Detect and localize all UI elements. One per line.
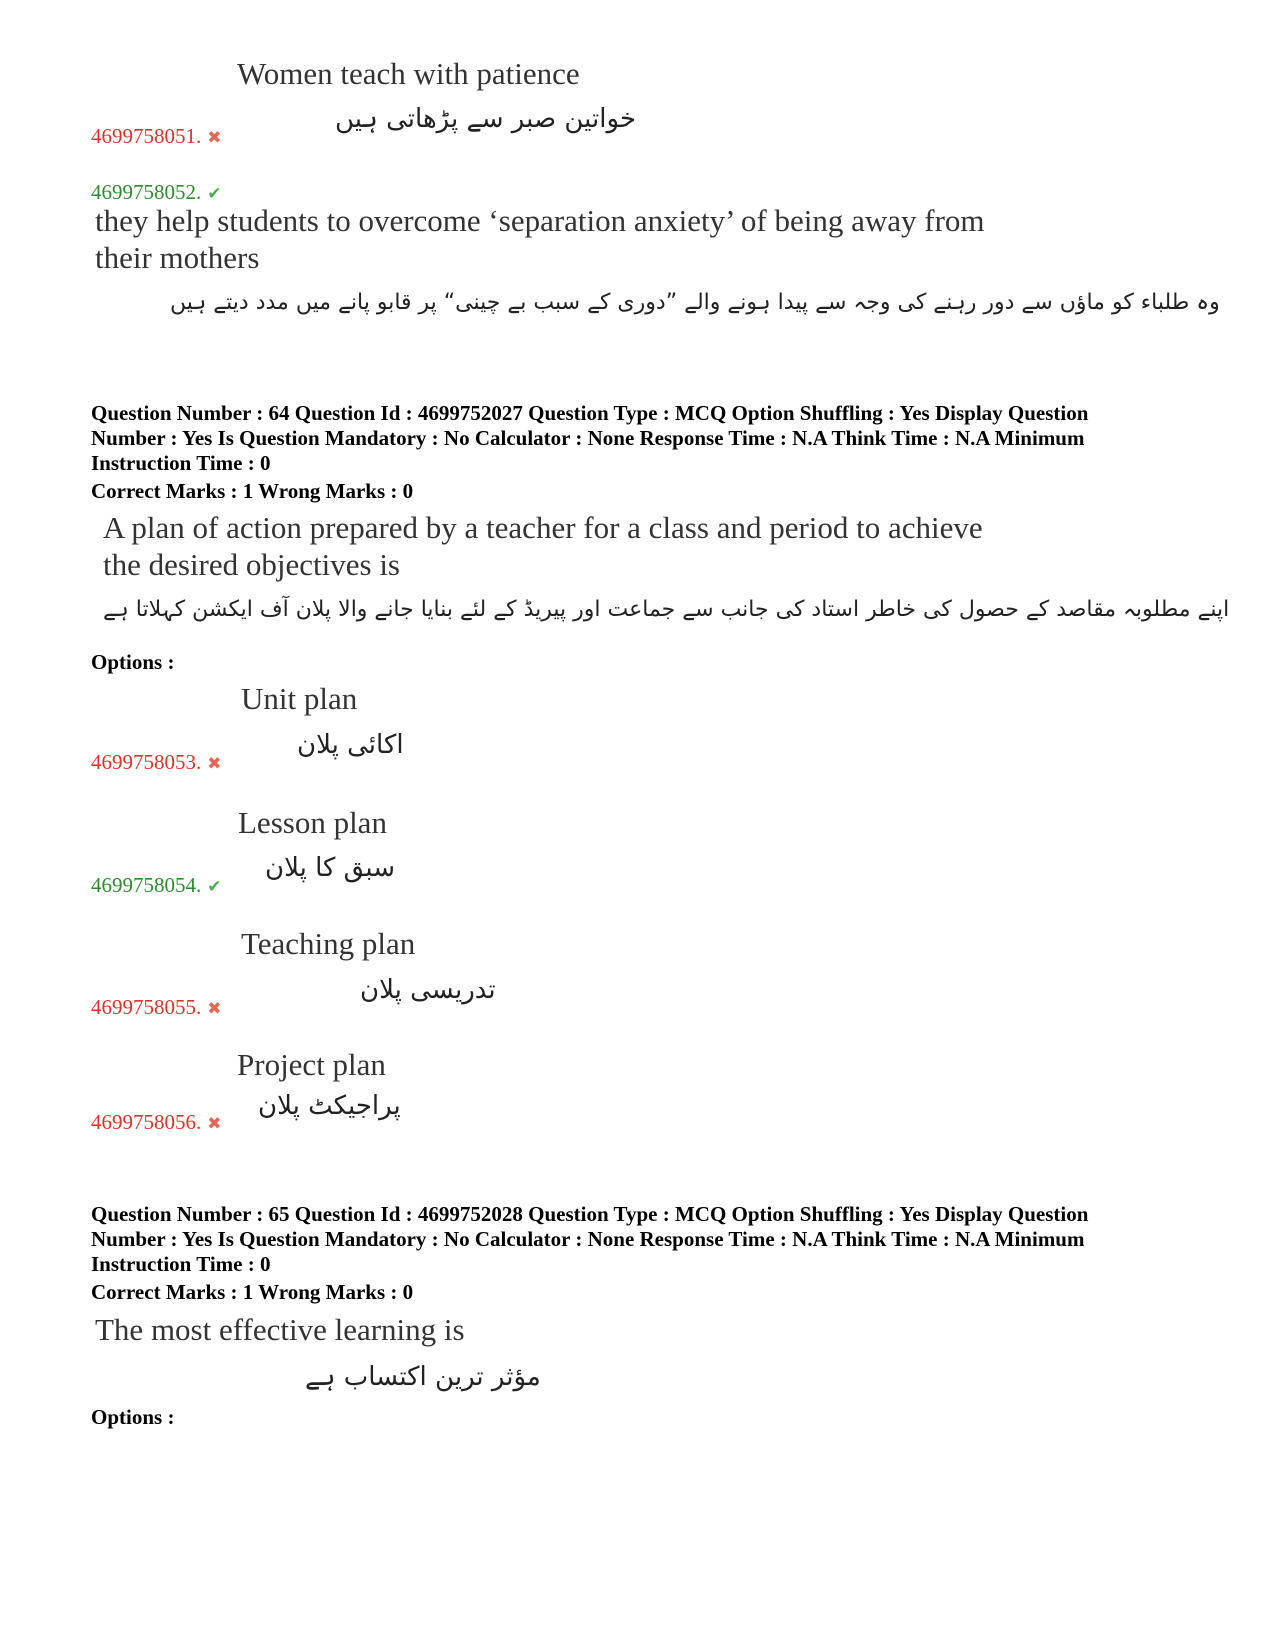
option-text-ur: سبق کا پلان <box>265 853 395 883</box>
option-id: 4699758052. ✔ <box>91 180 222 204</box>
option-text-ur: خواتین صبر سے پڑھاتی ہیں <box>335 104 636 134</box>
check-icon: ✔ <box>207 877 222 896</box>
option-id: 4699758054. ✔ <box>91 873 222 897</box>
option-text-ur: اکائی پلان <box>297 730 404 760</box>
option-text-ur: تدریسی پلان <box>360 975 496 1005</box>
option-text-en-line2: their mothers <box>95 240 260 275</box>
question-marks: Correct Marks : 1 Wrong Marks : 0 <box>91 1280 414 1304</box>
option-id: 4699758055. ✖ <box>91 995 222 1019</box>
option-id: 4699758053. ✖ <box>91 750 222 774</box>
option-text-ur: پراجیکٹ پلان <box>258 1091 401 1121</box>
option-text-ur: وہ طلباء کو ماؤں سے دور رہنے کی وجہ سے پیدا ہونے والے ”دوری کے سبب بے چینی“ پر قابو پانے میں مدد دیتے ہیں <box>170 290 1220 315</box>
option-id: 4699758051. ✖ <box>91 124 222 148</box>
options-label: Options : <box>91 650 175 674</box>
cross-icon: ✖ <box>207 999 222 1018</box>
option-text-en: Project plan <box>237 1047 386 1082</box>
option-text-en: Women teach with patience <box>237 56 580 91</box>
cross-icon: ✖ <box>207 1114 222 1133</box>
question-text-en-line2: the desired objectives is <box>103 547 400 582</box>
question-marks: Correct Marks : 1 Wrong Marks : 0 <box>91 479 414 503</box>
option-text-en: Unit plan <box>241 681 358 716</box>
question-text-en: The most effective learning is <box>95 1312 465 1347</box>
check-icon: ✔ <box>207 184 222 203</box>
cross-icon: ✖ <box>207 128 222 147</box>
option-text-en: Lesson plan <box>238 805 387 840</box>
question-meta: Question Number : 64 Question Id : 4699752027 Question Type : MCQ Option Shuffling : Yes Display Question Number : Yes Is Question Mandatory : No Calculator : None Response Time : N.A Think Time : N.A Minimum Instruction Time : 0 <box>91 401 1089 475</box>
cross-icon: ✖ <box>207 754 222 773</box>
option-id: 4699758056. ✖ <box>91 1110 222 1134</box>
question-text-en-line1: A plan of action prepared by a teacher for a class and period to achieve <box>103 510 983 545</box>
options-label: Options : <box>91 1405 175 1429</box>
question-text-ur: مؤثر ترین اکتساب ہے <box>305 1362 541 1392</box>
option-text-en: Teaching plan <box>241 926 416 961</box>
option-text-en-line1: they help students to overcome ‘separation anxiety’ of being away from <box>95 203 985 238</box>
question-text-ur: اپنے مطلوبہ مقاصد کے حصول کی خاطر استاد کی جانب سے جماعت اور پیریڈ کے لئے بنایا جانے والا پلان آف ایکشن کہلاتا ہے <box>103 597 1230 622</box>
question-meta: Question Number : 65 Question Id : 4699752028 Question Type : MCQ Option Shuffling : Yes Display Question Number : Yes Is Question Mandatory : No Calculator : None Response Time : N.A Think Time : N.A Minimum Instruction Time : 0 <box>91 1202 1089 1276</box>
